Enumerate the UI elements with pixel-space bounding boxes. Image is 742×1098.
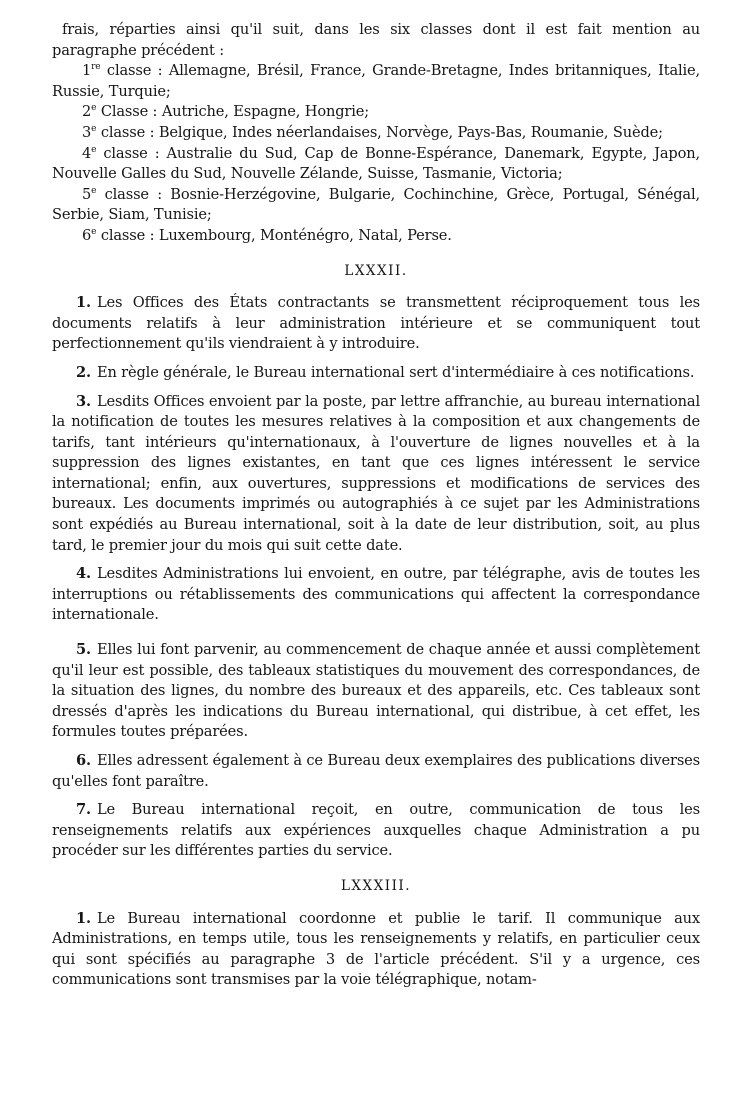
article-number: 2. xyxy=(76,363,91,381)
article-number: 1. xyxy=(76,909,91,927)
class-line-1: 1re classe : Allemagne, Brésil, France, Grande-Bretagne, Indes britanniques, Italie, Russie, Turquie; xyxy=(52,62,701,100)
section-title-lxxxiii: LXXXIII. xyxy=(340,877,412,894)
article-text: Lesdites Administrations lui envoient, en outre, par télégraphe, avis de toutes les interruptions ou rétablissements des communications qui affectent la correspondance internationale. xyxy=(52,565,700,624)
article-text: En règle générale, le Bureau international sert d'intermédiaire à ces notifications. xyxy=(96,363,695,381)
article-number: 7. xyxy=(76,801,91,819)
article-lxxxii-2 xyxy=(52,363,700,384)
article-lxxxii-1 xyxy=(52,293,700,355)
class-line-2: 2e Classe : Autriche, Espagne, Hongrie; xyxy=(82,103,369,121)
article-number: 4. xyxy=(76,565,91,583)
article-lxxxii-4 xyxy=(52,564,700,626)
article-number: 6. xyxy=(76,752,91,769)
article-lxxxii-3 xyxy=(52,392,700,557)
article-text: Les Offices des États contractants se transmettent réciproquement tous les documents relatifs à leur administration intérieure et se communiquent tout perfectionnement qu'ils viendraient à y introduire. xyxy=(52,294,700,353)
document-page xyxy=(52,20,700,999)
article-lxxxii-6 xyxy=(52,751,700,792)
article-number: 3. xyxy=(76,392,91,410)
article-text: Lesdits Offices envoient par la poste, par lettre affranchie, au bureau international la notification de toutes les mesures relatives à la composition et aux changements de tarifs, tant intérieurs qu'internationaux, à l'ouverture de lignes nouvelles et à la suppression des lignes existantes, en tant que ces lignes intéressent le service international; enfin, aux ouvertures, suppressions et modifications de services des bureaux. Les documents imprimés ou autographiés à ce sujet par les Administrations sont expédiés au Bureau international, soit à la date de leur distribution, soit, au plus tard, le premier jour du mois qui suit cette date. xyxy=(52,392,700,554)
class-line-5: 5e classe : Bosnie-Herzégovine, Bulgarie, Cochinchine, Grèce, Portugal, Sénégal, Serbie, Siam, Tunisie; xyxy=(52,185,700,224)
article-text: Le Bureau international reçoit, en outre, communication de tous les renseignements relatifs aux expériences auxquelles chaque Administration a pu procéder sur les différentes parties du service. xyxy=(52,801,700,860)
class-line-3: 3e classe : Belgique, Indes néerlandaises, Norvège, Pays-Bas, Roumanie, Suède; xyxy=(82,123,663,141)
intro-paragraph: frais, réparties ainsi qu'il suit, dans les six classes dont il est fait mention au paragraphe précédent : xyxy=(52,21,700,59)
class-line-4: 4e classe : Australie du Sud, Cap de Bonne-Espérance, Danemark, Egypte, Japon, Nouvelle Galles du Sud, Nouvelle Zélande, Suisse, Tasmanie, Victoria; xyxy=(52,144,700,183)
article-number: 1. xyxy=(76,294,91,312)
class-list xyxy=(52,61,700,246)
article-lxxxii-5 xyxy=(52,640,700,743)
article-text: Elles lui font parvenir, au commencement de chaque année et aussi complètement qu'il leur est possible, des tableaux statistiques du mouvement des correspondances, de la situation des lignes, du nombre des bureaux et des appareils, etc. Ces tableaux sont dressés d'après les indications du Bureau international, qui distribue, à cet effet, les formules toutes préparées. xyxy=(52,641,700,741)
class-line-6: 6e classe : Luxembourg, Monténégro, Natal, Perse. xyxy=(82,226,452,244)
article-text: Elles adressent également à ce Bureau deux exemplaires des publications diverses qu'elles font paraître. xyxy=(52,752,700,790)
section-title-lxxxii: LXXXII. xyxy=(344,262,408,279)
article-number: 5. xyxy=(76,641,91,659)
article-lxxxiii-1 xyxy=(52,909,700,991)
article-lxxxii-7 xyxy=(52,800,700,862)
article-text: Le Bureau international coordonne et publie le tarif. Il communique aux Administrations, en temps utile, tous les renseignements y relatifs, en particulier ceux qui sont spécifiés au paragraphe 3 de l'article précédent. S'il y a urgence, ces communications sont transmises par la voie télégraphique, notam- xyxy=(52,909,700,989)
